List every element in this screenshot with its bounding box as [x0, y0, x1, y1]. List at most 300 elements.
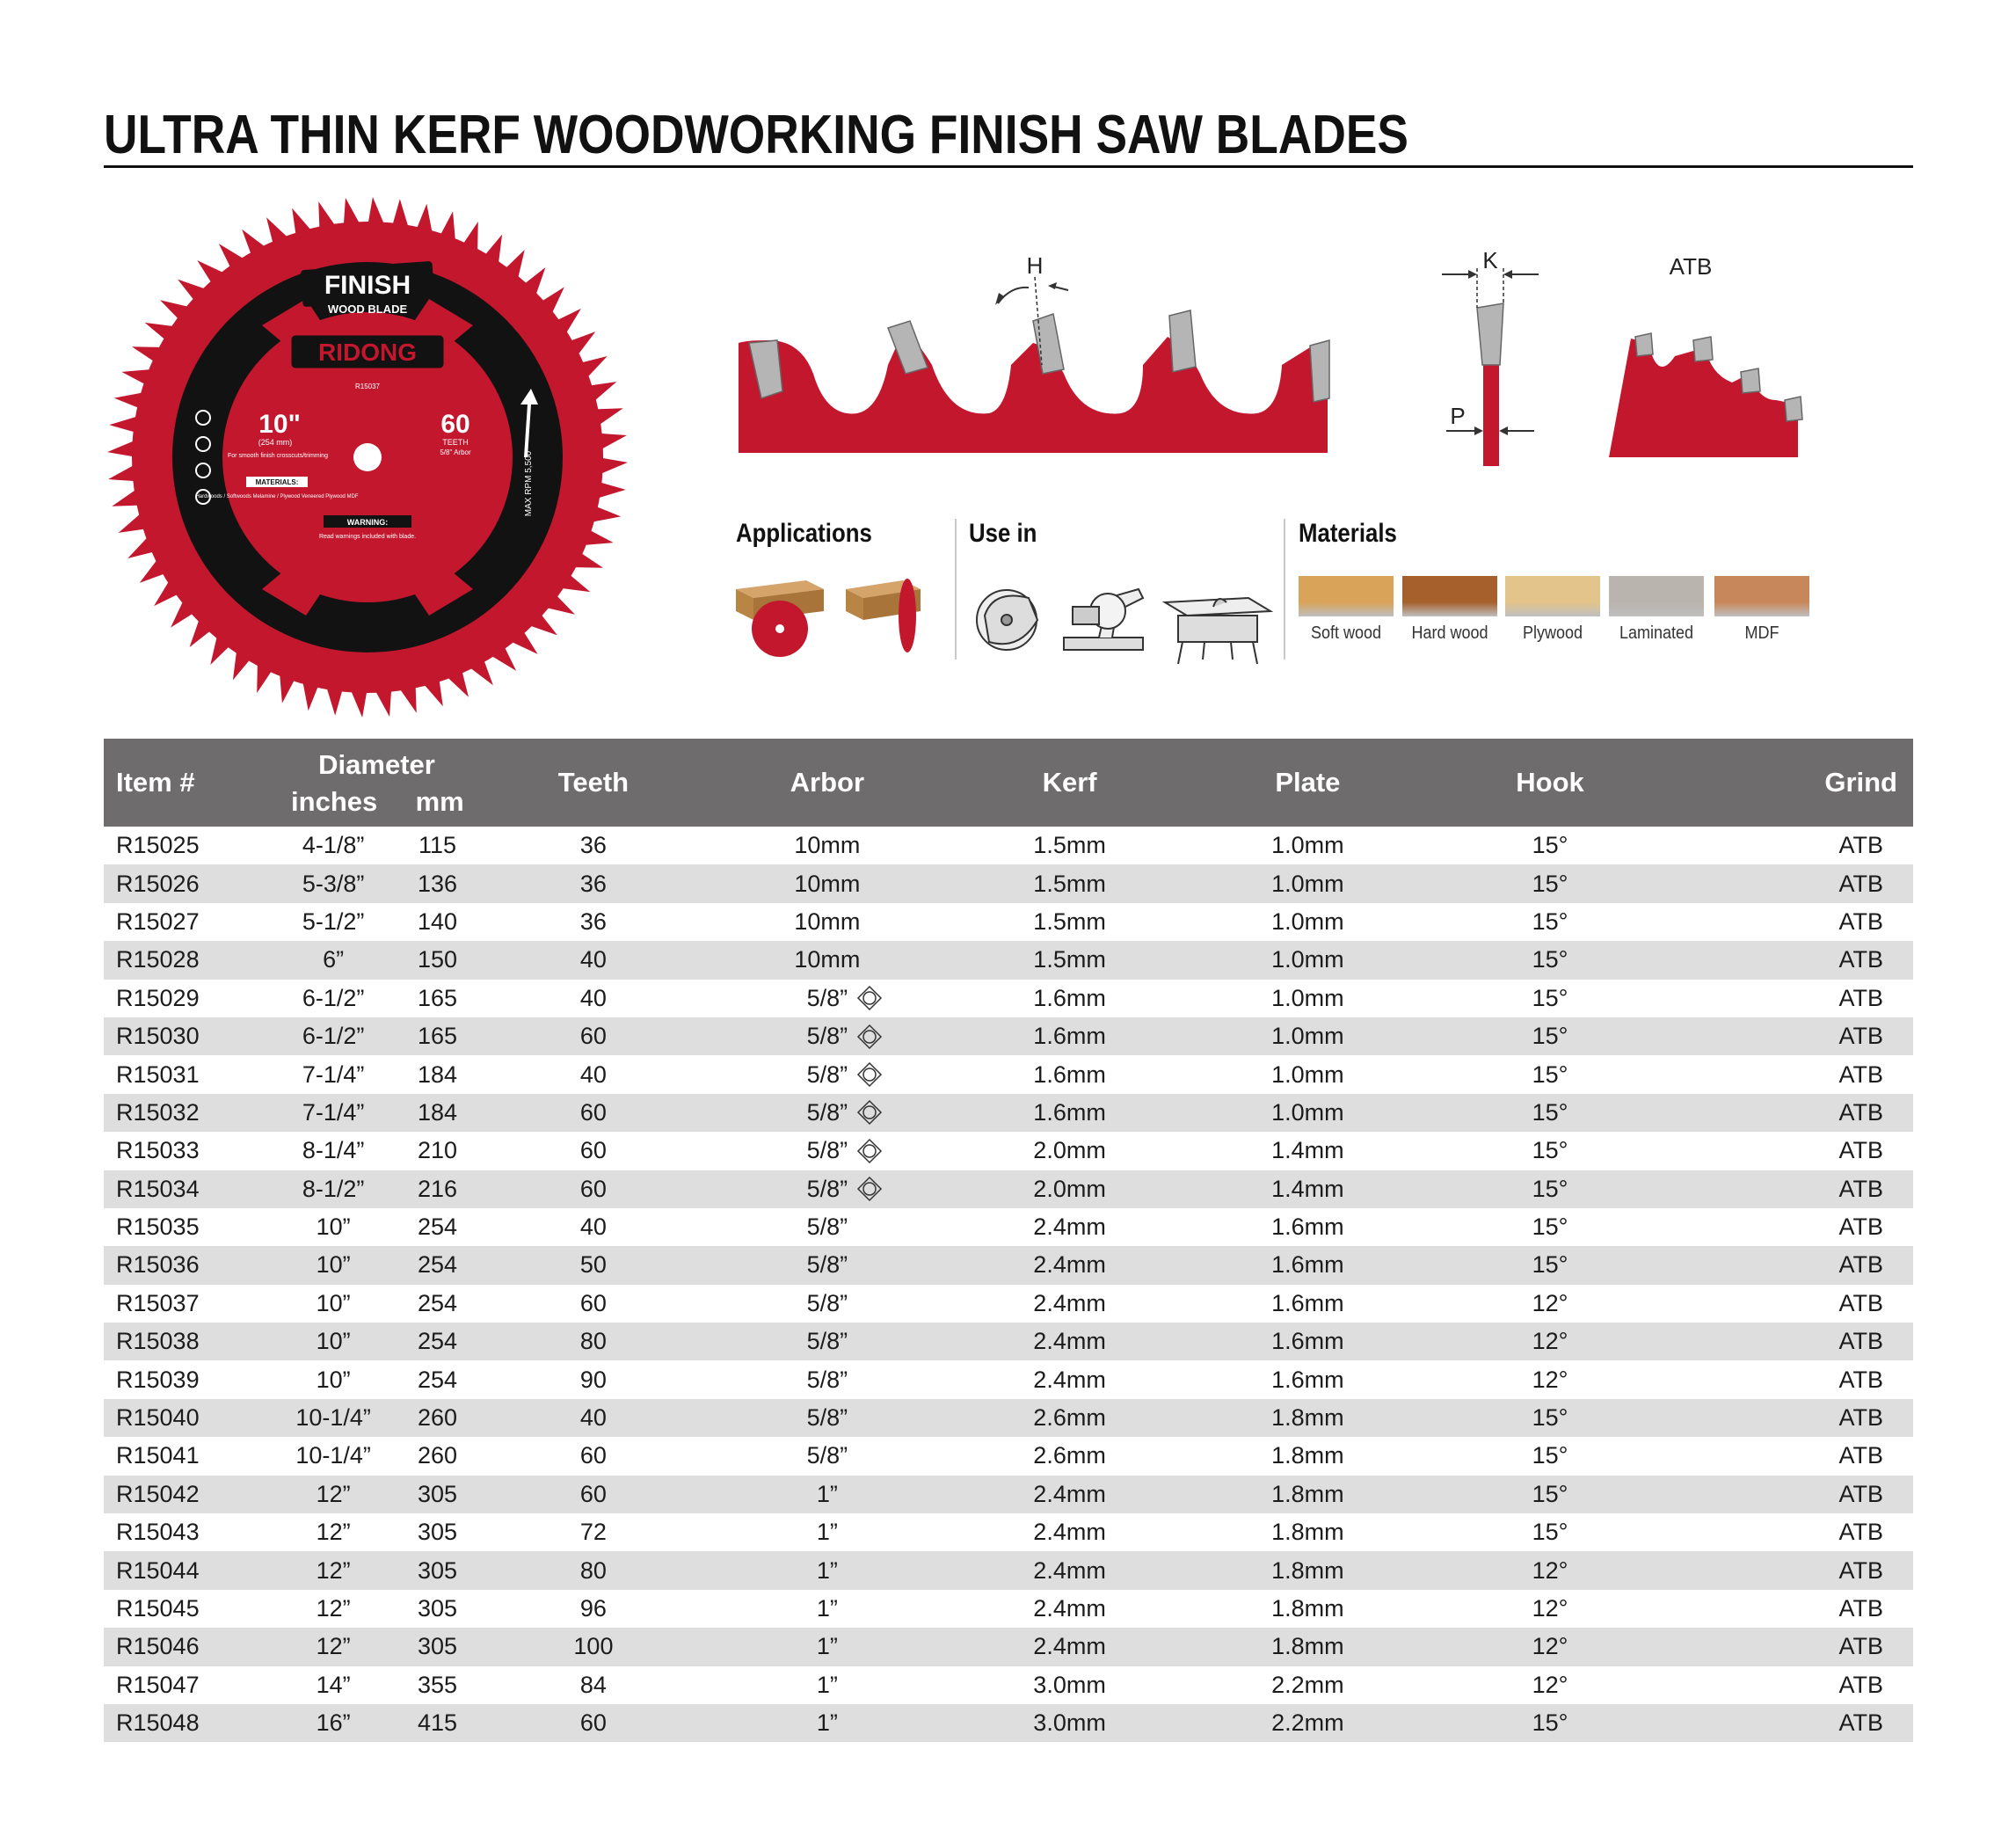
material-item: [1609, 576, 1704, 644]
cell-item: R15035: [116, 1214, 200, 1241]
cell-kerf: 1.6mm: [1033, 1023, 1106, 1050]
cell-item: R15043: [116, 1519, 200, 1546]
cell-hook: 12°: [1532, 1556, 1568, 1584]
cell-inches: 10”: [316, 1214, 351, 1241]
cell-teeth: 40: [579, 1060, 607, 1088]
table-row: [104, 903, 1913, 941]
arbor-text: 1”: [816, 1633, 838, 1660]
cell-kerf: 2.4mm: [1033, 1556, 1106, 1584]
cell-hook: 15°: [1532, 1060, 1568, 1088]
col-arbor: Arbor: [790, 767, 865, 798]
table-row: [104, 1360, 1913, 1398]
cell-hook: 15°: [1532, 1404, 1568, 1432]
material-label: Soft wood: [1310, 623, 1382, 643]
cell-item: R15037: [116, 1289, 200, 1316]
cell-plate: 1.6mm: [1271, 1214, 1344, 1241]
cell-plate: 1.0mm: [1271, 1023, 1344, 1050]
col-inches: inches: [291, 786, 378, 817]
cell-grind: ATB: [1838, 1175, 1883, 1202]
tooth-profile-diagram: [739, 252, 1329, 453]
arbor-text: 5/8”: [806, 1137, 848, 1164]
arbor-value: [817, 1633, 838, 1660]
table-row: [104, 980, 1913, 1017]
cell-mm: 184: [417, 1060, 458, 1088]
cell-mm: 115: [418, 832, 457, 859]
cell-plate: 1.6mm: [1271, 1289, 1344, 1316]
tooth-geometry-diagram: [730, 242, 1855, 470]
cell-plate: 1.8mm: [1271, 1556, 1344, 1584]
cell-inches: 5-1/2”: [302, 907, 365, 935]
arbor-text: 5/8”: [806, 1289, 848, 1316]
cell-arbor: [706, 903, 949, 941]
arbor-text: 5/8”: [806, 1060, 848, 1088]
cell-arbor: [706, 1285, 949, 1323]
cell-kerf: 2.4mm: [1033, 1480, 1106, 1507]
cell-kerf: 3.0mm: [1033, 1671, 1106, 1698]
cell-grind: ATB: [1838, 907, 1883, 935]
cell-hook: 15°: [1532, 1137, 1568, 1164]
blade-warning-head: WARNING:: [346, 518, 389, 527]
cell-plate: 1.4mm: [1271, 1137, 1344, 1164]
cell-kerf: 2.6mm: [1033, 1404, 1106, 1432]
col-plate: Plate: [1275, 767, 1341, 798]
material-swatch: [1505, 576, 1600, 616]
cell-grind: ATB: [1838, 1251, 1883, 1279]
cell-inches: 10-1/4”: [295, 1404, 371, 1432]
cell-kerf: 2.4mm: [1033, 1519, 1106, 1546]
cell-hook: 12°: [1532, 1671, 1568, 1698]
cell-kerf: 3.0mm: [1033, 1709, 1106, 1737]
compatible-tools-icons: [967, 572, 1284, 668]
arbor-text: 10mm: [794, 907, 861, 935]
table-row: [104, 1437, 1913, 1475]
cell-mm: 140: [417, 907, 458, 935]
cell-inches: 8-1/4”: [302, 1137, 365, 1164]
cell-inches: 10”: [316, 1328, 351, 1355]
cell-plate: 1.8mm: [1271, 1633, 1344, 1660]
cell-grind: ATB: [1838, 1060, 1883, 1088]
cell-teeth: 40: [579, 1404, 607, 1432]
arbor-text: 1”: [816, 1480, 838, 1507]
cell-arbor: [706, 1437, 949, 1475]
material-item: [1402, 576, 1497, 644]
cell-hook: 15°: [1532, 907, 1568, 935]
arbor-value: [794, 832, 860, 859]
blade-subhead: WOOD BLADE: [327, 302, 408, 316]
cell-kerf: 2.0mm: [1033, 1175, 1106, 1202]
cell-inches: 6”: [323, 946, 345, 973]
cell-arbor: [706, 980, 949, 1017]
cell-arbor: [706, 1132, 949, 1170]
diamond-knockout-icon: [856, 1024, 883, 1050]
cell-kerf: 2.4mm: [1033, 1251, 1106, 1279]
cell-grind: ATB: [1838, 984, 1883, 1011]
cell-plate: 1.0mm: [1271, 984, 1344, 1011]
cell-arbor: [706, 1323, 949, 1360]
table-row: [104, 864, 1913, 902]
cell-plate: 1.8mm: [1271, 1442, 1344, 1469]
cell-item: R15040: [116, 1404, 200, 1432]
cell-kerf: 2.4mm: [1033, 1366, 1106, 1393]
blade-materials-text: Hardwoods / Softwoods Melamine / Plywood Veneered Plywood MDF: [195, 494, 359, 499]
cell-inches: 7-1/4”: [302, 1098, 365, 1126]
arbor-value: [794, 946, 860, 973]
cell-item: R15026: [116, 870, 200, 897]
table-row: [104, 1628, 1913, 1665]
cell-kerf: 2.6mm: [1033, 1442, 1106, 1469]
cell-teeth: 40: [579, 984, 607, 1011]
cell-arbor: [706, 941, 949, 979]
cell-grind: ATB: [1838, 1023, 1883, 1050]
cell-kerf: 1.6mm: [1033, 1098, 1106, 1126]
cell-teeth: 60: [579, 1023, 607, 1050]
cell-plate: 1.6mm: [1271, 1328, 1344, 1355]
cell-mm: 305: [417, 1519, 458, 1546]
blade-diameter-mm: (254 mm): [258, 438, 293, 447]
cell-plate: 1.6mm: [1271, 1251, 1344, 1279]
cell-hook: 15°: [1532, 832, 1568, 859]
cell-kerf: 2.4mm: [1033, 1289, 1106, 1316]
cell-grind: ATB: [1838, 1480, 1883, 1507]
cell-item: R15046: [116, 1633, 200, 1660]
cell-mm: 254: [417, 1251, 458, 1279]
hook-angle-label: H: [1026, 252, 1044, 279]
cell-arbor: [706, 1476, 949, 1513]
cell-teeth: 60: [579, 1709, 607, 1737]
cell-grind: ATB: [1838, 1595, 1883, 1622]
cell-inches: 6-1/2”: [302, 984, 365, 1011]
model-number: R15037: [354, 383, 381, 390]
cell-hook: 12°: [1532, 1595, 1568, 1622]
cell-grind: ATB: [1838, 1633, 1883, 1660]
material-label: MDF: [1744, 623, 1779, 643]
cell-inches: 12”: [316, 1595, 351, 1622]
cell-item: R15047: [116, 1671, 200, 1698]
page-title: ULTRA THIN KERF WOODWORKING FINISH SAW BLADES: [104, 105, 1408, 165]
cell-arbor: [706, 1399, 949, 1437]
cell-hook: 15°: [1532, 1519, 1568, 1546]
cell-grind: ATB: [1838, 1556, 1883, 1584]
arbor-value: [807, 1099, 848, 1126]
cell-plate: 1.0mm: [1271, 832, 1344, 859]
cell-inches: 14”: [316, 1671, 351, 1698]
cell-item: R15036: [116, 1251, 200, 1279]
cell-kerf: 1.5mm: [1033, 946, 1106, 973]
table-saw-icon: [1165, 598, 1270, 664]
cell-mm: 355: [417, 1671, 458, 1698]
saw-blade-image: [104, 193, 631, 721]
cell-item: R15025: [116, 832, 200, 859]
cell-plate: 1.4mm: [1271, 1175, 1344, 1202]
brand-logo: RIDONG: [318, 339, 417, 366]
cell-mm: 254: [417, 1214, 458, 1241]
cell-mm: 260: [417, 1442, 458, 1469]
col-grind: Grind: [1824, 767, 1897, 798]
cell-mm: 136: [417, 870, 458, 897]
cell-plate: 1.0mm: [1271, 1060, 1344, 1088]
arbor-value: [817, 1709, 838, 1737]
cell-arbor: [706, 1208, 949, 1246]
arbor-text: 10mm: [794, 832, 861, 859]
arbor-text: 5/8”: [806, 1098, 848, 1126]
cell-mm: 415: [417, 1709, 458, 1737]
arbor-text: 5/8”: [806, 1366, 848, 1393]
arbor-value: [817, 1557, 838, 1585]
cell-arbor: [706, 1094, 949, 1132]
arbor-value: [807, 1328, 848, 1355]
cell-mm: 165: [417, 1023, 458, 1050]
cell-teeth: 80: [579, 1556, 607, 1584]
material-label: Hard wood: [1411, 623, 1488, 643]
cell-mm: 254: [417, 1366, 458, 1393]
cell-hook: 15°: [1532, 946, 1568, 973]
cell-inches: 10”: [316, 1366, 351, 1393]
cell-teeth: 60: [579, 1442, 607, 1469]
cell-plate: 2.2mm: [1271, 1709, 1344, 1737]
arbor-text: 1”: [816, 1519, 838, 1546]
diamond-knockout-icon: [856, 1176, 883, 1202]
arbor-value: [794, 908, 860, 936]
table-row: [104, 1704, 1913, 1742]
cell-mm: 150: [417, 946, 458, 973]
arbor-text: 1”: [816, 1709, 838, 1737]
cell-item: R15039: [116, 1366, 200, 1393]
cell-mm: 254: [417, 1289, 458, 1316]
arbor-value: [817, 1672, 838, 1699]
cell-arbor: [706, 1628, 949, 1665]
arbor-value: [807, 985, 848, 1012]
col-mm: mm: [415, 786, 464, 817]
cell-item: R15027: [116, 907, 200, 935]
cell-hook: 15°: [1532, 1251, 1568, 1279]
cell-hook: 15°: [1532, 984, 1568, 1011]
cell-plate: 1.8mm: [1271, 1404, 1344, 1432]
cell-grind: ATB: [1838, 1366, 1883, 1393]
table-row: [104, 1094, 1913, 1132]
material-swatch: [1714, 576, 1809, 616]
cell-grind: ATB: [1838, 1137, 1883, 1164]
miter-saw-icon: [1064, 589, 1143, 650]
arbor-value: [807, 1251, 848, 1279]
atb-grind-diagram: [1609, 253, 1802, 457]
cell-hook: 15°: [1532, 870, 1568, 897]
cell-item: R15044: [116, 1556, 200, 1584]
table-row: [104, 1132, 1913, 1170]
col-kerf: Kerf: [1042, 767, 1097, 798]
cell-item: R15030: [116, 1023, 200, 1050]
cell-inches: 8-1/2”: [302, 1175, 365, 1202]
atb-label: ATB: [1669, 253, 1713, 280]
cell-teeth: 36: [579, 870, 607, 897]
cell-mm: 184: [417, 1098, 458, 1126]
table-row: [104, 1017, 1913, 1055]
cell-grind: ATB: [1838, 1519, 1883, 1546]
cell-hook: 15°: [1532, 1480, 1568, 1507]
max-rpm: MAX RPM 5,500: [524, 450, 534, 517]
blade-diameter: 10": [258, 410, 301, 439]
cell-mm: 210: [417, 1137, 458, 1164]
blade-teeth-count: 60: [440, 410, 470, 439]
arbor-value: [807, 1023, 848, 1050]
arbor-value: [807, 1442, 848, 1469]
cell-kerf: 1.6mm: [1033, 1060, 1106, 1088]
arbor-text: 5/8”: [806, 1251, 848, 1279]
diamond-knockout-icon: [856, 1138, 883, 1164]
cell-inches: 10-1/4”: [295, 1442, 371, 1469]
arbor-text: 5/8”: [806, 1328, 848, 1355]
cell-mm: 305: [417, 1633, 458, 1660]
arbor-value: [817, 1519, 838, 1546]
table-row: [104, 1513, 1913, 1551]
arbor-value: [807, 1061, 848, 1089]
kerf-label: K: [1482, 247, 1498, 273]
cell-hook: 15°: [1532, 1442, 1568, 1469]
arbor-text: 5/8”: [806, 1214, 848, 1241]
arbor-value: [807, 1290, 848, 1317]
cell-teeth: 72: [579, 1519, 607, 1546]
cell-plate: 1.8mm: [1271, 1480, 1344, 1507]
cell-item: R15042: [116, 1480, 200, 1507]
table-row: [104, 1476, 1913, 1513]
cell-item: R15034: [116, 1175, 200, 1202]
table-row: [104, 1170, 1913, 1208]
cell-item: R15031: [116, 1060, 200, 1088]
cell-inches: 4-1/8”: [302, 832, 365, 859]
table-row: [104, 1055, 1913, 1093]
material-swatch: [1402, 576, 1497, 616]
table-body: [104, 827, 1913, 1742]
cell-inches: 12”: [316, 1633, 351, 1660]
cell-inches: 12”: [316, 1556, 351, 1584]
cell-arbor: [706, 1360, 949, 1398]
cell-plate: 1.8mm: [1271, 1595, 1344, 1622]
arbor-text: 5/8”: [806, 1023, 848, 1050]
material-label: Plywood: [1522, 623, 1583, 643]
cell-arbor: [706, 1666, 949, 1704]
cell-grind: ATB: [1838, 1404, 1883, 1432]
cell-kerf: 2.4mm: [1033, 1328, 1106, 1355]
use-in-heading: Use in: [969, 519, 1037, 548]
materials-heading: Materials: [1299, 519, 1397, 548]
cell-hook: 15°: [1532, 1214, 1568, 1241]
cell-teeth: 36: [579, 907, 607, 935]
table-row: [104, 1285, 1913, 1323]
cell-kerf: 1.6mm: [1033, 984, 1106, 1011]
diamond-knockout-icon: [856, 1099, 883, 1126]
cell-arbor: [706, 1551, 949, 1589]
col-hook: Hook: [1516, 767, 1584, 798]
blade-headline: FINISH: [324, 271, 411, 300]
circular-saw-icon: [977, 590, 1037, 650]
material-item: [1714, 576, 1809, 644]
arbor-value: [807, 1214, 848, 1241]
cell-mm: 216: [417, 1175, 458, 1202]
cell-teeth: 80: [579, 1328, 607, 1355]
cell-inches: 6-1/2”: [302, 1023, 365, 1050]
cell-mm: 165: [417, 984, 458, 1011]
material-item: [1505, 576, 1600, 644]
cell-teeth: 40: [579, 1214, 607, 1241]
cell-plate: 1.6mm: [1271, 1366, 1344, 1393]
material-swatch: [1299, 576, 1394, 616]
cell-inches: 5-3/8”: [302, 870, 365, 897]
table-row: [104, 1246, 1913, 1284]
cell-grind: ATB: [1838, 1214, 1883, 1241]
cell-mm: 254: [417, 1328, 458, 1355]
cell-hook: 15°: [1532, 1175, 1568, 1202]
cell-grind: ATB: [1838, 1709, 1883, 1737]
cell-inches: 12”: [316, 1519, 351, 1546]
cell-teeth: 96: [579, 1595, 607, 1622]
crosscut-application-icon: [736, 572, 938, 660]
section-divider: [1284, 519, 1285, 660]
table-row: [104, 1666, 1913, 1704]
cell-arbor: [706, 1513, 949, 1551]
col-item: Item #: [116, 767, 195, 798]
cell-item: R15032: [116, 1098, 200, 1126]
arbor-value: [807, 1404, 848, 1432]
arbor-text: 10mm: [794, 946, 861, 973]
cell-mm: 305: [417, 1556, 458, 1584]
arbor-text: 5/8”: [806, 1175, 848, 1202]
col-teeth: Teeth: [557, 767, 630, 798]
cell-arbor: [706, 1055, 949, 1093]
applications-heading: Applications: [736, 519, 872, 548]
diamond-knockout-icon: [856, 985, 883, 1011]
cell-hook: 15°: [1532, 1709, 1568, 1737]
cell-arbor: [706, 827, 949, 864]
table-row: [104, 1590, 1913, 1628]
cell-inches: 16”: [316, 1709, 351, 1737]
arbor-text: 1”: [816, 1671, 838, 1698]
arbor-text: 5/8”: [806, 1404, 848, 1432]
cell-teeth: 60: [579, 1137, 607, 1164]
cell-inches: 12”: [316, 1480, 351, 1507]
table-row: [104, 1399, 1913, 1437]
cell-item: R15041: [116, 1442, 200, 1469]
cell-kerf: 2.4mm: [1033, 1633, 1106, 1660]
cell-mm: 305: [417, 1595, 458, 1622]
cell-grind: ATB: [1838, 1098, 1883, 1126]
cell-mm: 260: [417, 1404, 458, 1432]
cell-grind: ATB: [1838, 870, 1883, 897]
blade-materials-head: MATERIALS:: [255, 478, 299, 486]
table-row: [104, 827, 1913, 864]
cell-teeth: 36: [579, 832, 607, 859]
table-row: [104, 1551, 1913, 1589]
plate-label: P: [1450, 403, 1466, 429]
cell-grind: ATB: [1838, 1671, 1883, 1698]
cell-kerf: 1.5mm: [1033, 870, 1106, 897]
cell-teeth: 60: [579, 1175, 607, 1202]
arbor-value: [807, 1176, 848, 1203]
cell-grind: ATB: [1838, 1442, 1883, 1469]
arbor-text: 1”: [816, 1595, 838, 1622]
cell-plate: 1.0mm: [1271, 907, 1344, 935]
title-divider: [104, 165, 1913, 168]
section-divider: [955, 519, 957, 660]
cell-hook: 12°: [1532, 1366, 1568, 1393]
table-row: [104, 1208, 1913, 1246]
cell-teeth: 60: [579, 1289, 607, 1316]
table-row: [104, 1323, 1913, 1360]
cell-plate: 2.2mm: [1271, 1671, 1344, 1698]
cell-inches: 10”: [316, 1251, 351, 1279]
cell-item: R15029: [116, 984, 200, 1011]
arbor-text: 5/8”: [806, 984, 848, 1011]
cell-kerf: 2.0mm: [1033, 1137, 1106, 1164]
arbor-value: [817, 1595, 838, 1622]
